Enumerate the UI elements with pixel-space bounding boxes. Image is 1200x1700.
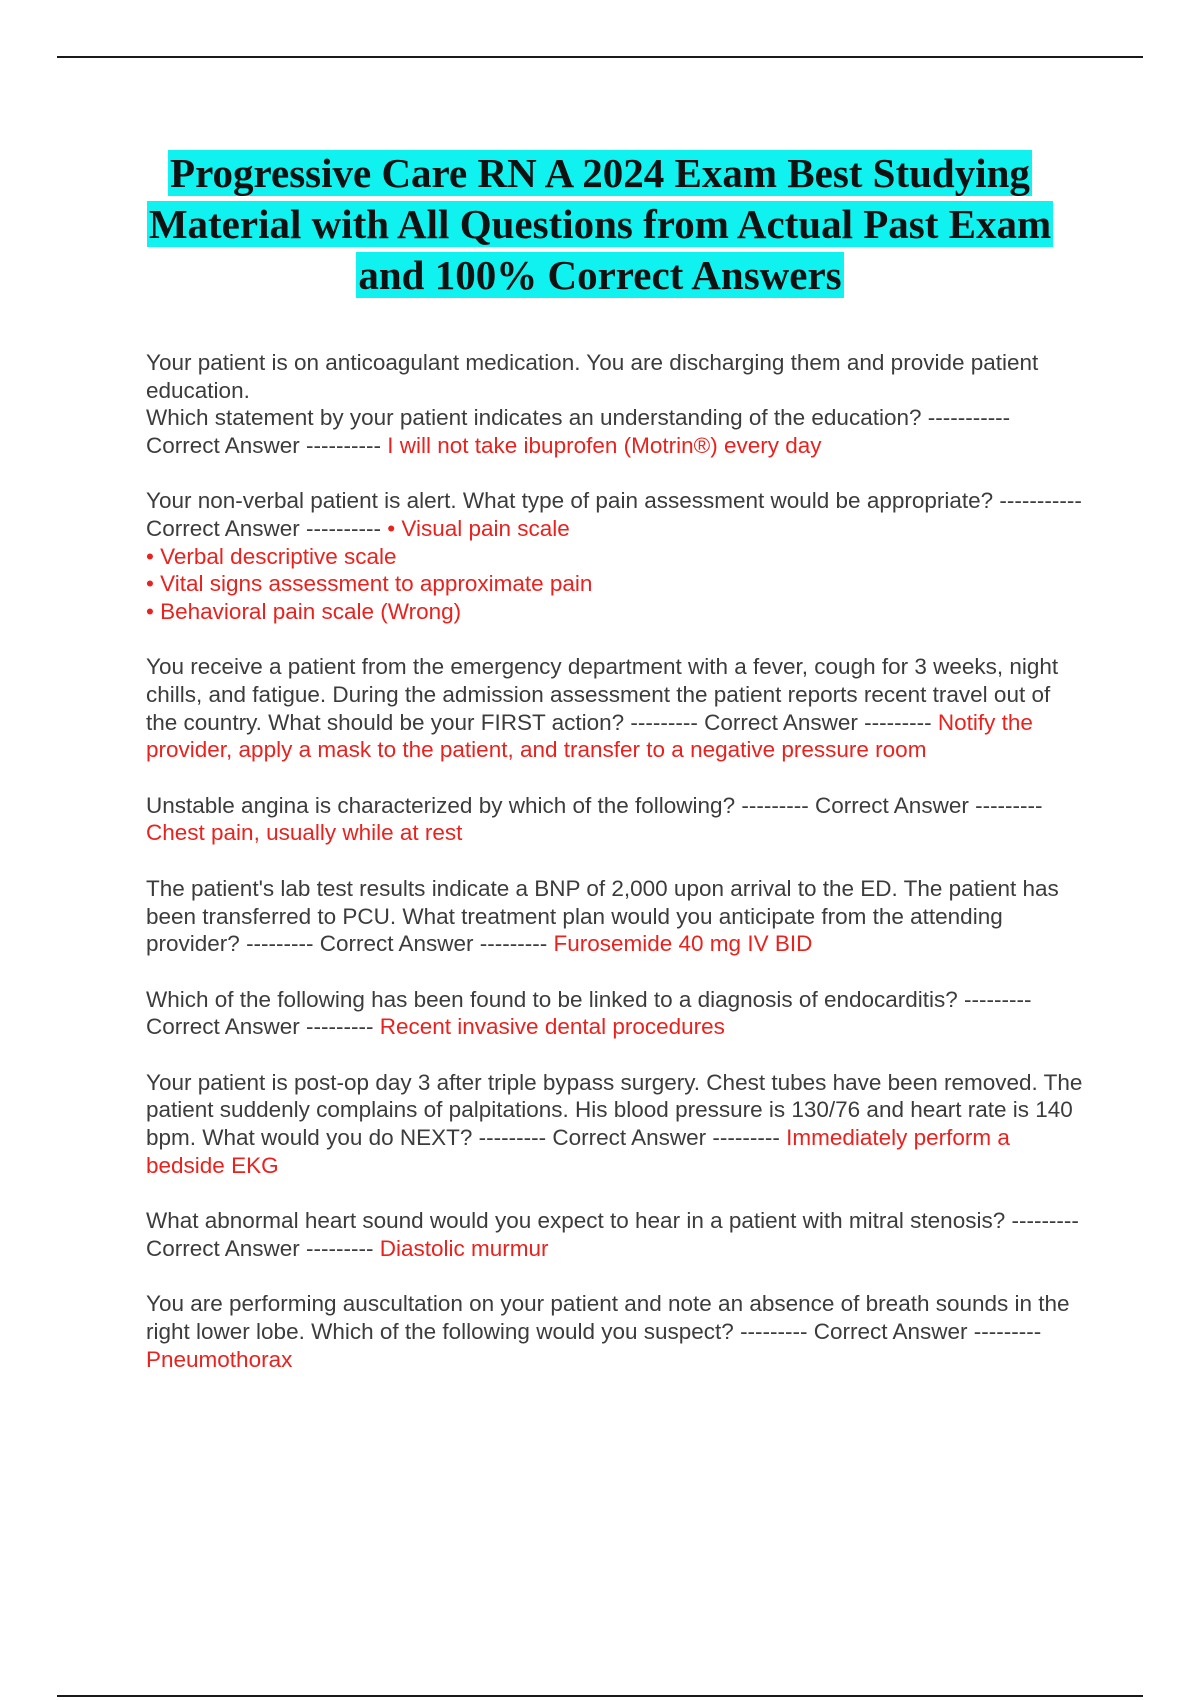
correct-answer-text: • Visual pain scale • Verbal descriptive scale • Vital signs assessment to approximate pain • Behavioral pain scale (Wrong) <box>146 515 593 624</box>
answer-separator: --------- Correct Answer --------- <box>239 931 554 957</box>
correct-answer-text: Immediately perform a bedside EKG <box>146 1125 1010 1178</box>
answer-separator: --------- Correct Answer --------- <box>472 1125 787 1151</box>
qa-item <box>146 487 1086 625</box>
question-text: Your non-verbal patient is alert. What type of pain assessment would be appropriate? <box>146 488 994 514</box>
bottom-rule <box>57 1695 1143 1697</box>
answer-separator: --------- Correct Answer --------- <box>735 792 1043 818</box>
answer-separator: --------- Correct Answer --------- <box>146 986 1032 1040</box>
answer-separator: ----------- Correct Answer ---------- <box>146 488 1082 541</box>
correct-answer-text: Diastolic murmur <box>379 1235 549 1261</box>
qa-item <box>146 792 1086 847</box>
question-text: You are performing auscultation on your patient and note an absence of breath sounds in the right lower lobe. Which of the following would you suspect? <box>146 1291 1070 1345</box>
question-text: What abnormal heart sound would you expect to hear in a patient with mitral stenosis? <box>146 1208 1006 1234</box>
document-title <box>110 148 1090 301</box>
answer-separator: --------- Correct Answer --------- <box>624 709 938 735</box>
correct-answer-text: Recent invasive dental procedures <box>379 1014 725 1040</box>
question-text: Which of the following has been found to be linked to a diagnosis of endocarditis? <box>146 986 958 1012</box>
question-text: Your patient is post-op day 3 after triple bypass surgery. Chest tubes have been removed. The patient suddenly complains of palpitations. His blood pressure is 130/76 and heart rate is 140 bpm. What would you do NEXT? <box>146 1069 1083 1151</box>
question-text: Your patient is on anticoagulant medication. You are discharging them and provide patient education. Which statement by your patient indicates an understanding of the education? <box>146 350 1039 431</box>
answer-separator: --------- Correct Answer --------- <box>146 1208 1079 1261</box>
document-title-text: Progressive Care RN A 2024 Exam Best Studying Material with All Questions from Actual Past Exam and 100% Correct Answers <box>148 150 1052 298</box>
question-text: You receive a patient from the emergency department with a fever, cough for 3 weeks, night chills, and fatigue. During the admission assessment the patient reports recent travel out of the country. What should be your FIRST action? <box>146 654 1059 735</box>
top-rule <box>57 56 1143 58</box>
correct-answer-text: I will not take ibuprofen (Motrin®) every day <box>387 432 822 458</box>
qa-item <box>146 986 1086 1041</box>
qa-item <box>146 1290 1086 1373</box>
answer-separator: --------- Correct Answer --------- <box>733 1319 1042 1345</box>
qa-item <box>146 1069 1086 1179</box>
qa-item <box>146 349 1086 459</box>
correct-answer-text: Furosemide 40 mg IV BID <box>553 931 813 957</box>
qa-item <box>146 875 1086 958</box>
qa-item <box>146 1207 1086 1262</box>
answer-separator: ----------- Correct Answer ---------- <box>146 405 1011 458</box>
question-answer-list <box>146 349 1086 1401</box>
question-text: Unstable angina is characterized by which of the following? <box>146 792 736 818</box>
correct-answer-text: Notify the provider, apply a mask to the patient, and transfer to a negative pressure room <box>146 709 1033 763</box>
qa-item <box>146 653 1086 763</box>
correct-answer-text: Chest pain, usually while at rest <box>146 820 463 846</box>
question-text: The patient's lab test results indicate a BNP of 2,000 upon arrival to the ED. The patient has been transferred to PCU. What treatment plan would you anticipate from the attending provider? <box>146 875 1059 957</box>
correct-answer-text: Pneumothorax <box>146 1346 293 1372</box>
